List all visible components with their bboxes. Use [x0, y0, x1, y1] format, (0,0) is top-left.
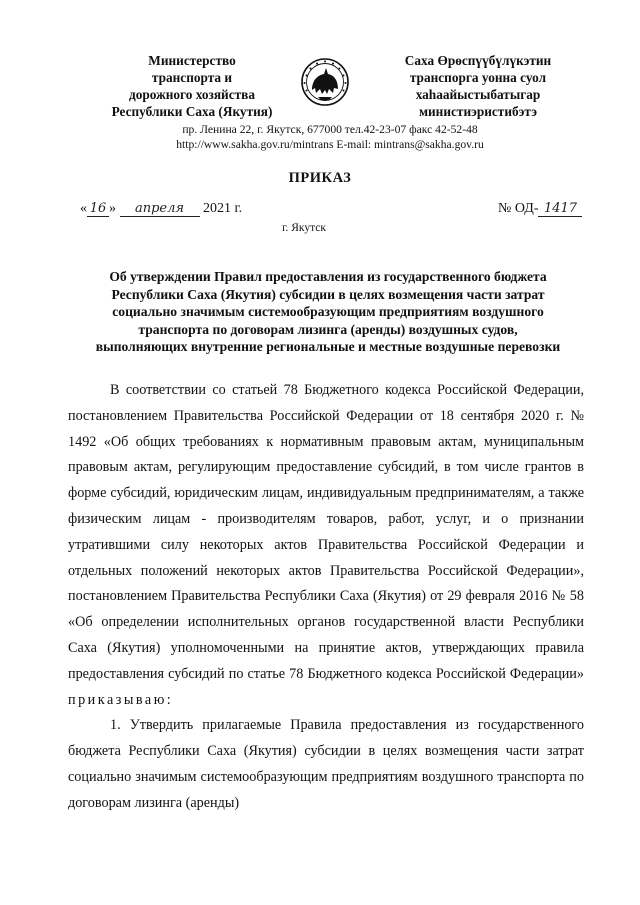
order-word: приказываю:: [68, 691, 174, 708]
date-year: 2021 г.: [203, 201, 243, 216]
date-month: апреля: [120, 201, 200, 217]
title-line: социально значимым системообразующим предприятиям воздушного: [112, 304, 544, 320]
web-email-line: http://www.sakha.gov.ru/mintrans E-mail: mintrans@sakha.gov.ru: [176, 138, 484, 151]
ministry-line: транспорта и: [151, 70, 233, 85]
ministry-name-sakha: [374, 52, 582, 120]
date-day: 16: [87, 201, 109, 217]
city: г. Якутск: [282, 222, 326, 234]
date-close-quote: »: [109, 201, 116, 216]
ministry-line: Саха Өрөспүүбүлүкэтин: [404, 53, 552, 68]
title-line: Республики Саха (Якутия) субсидии в целях возмещения части затрат: [111, 286, 545, 302]
number-prefix: № ОД-: [498, 201, 539, 216]
sakha-republic-emblem-icon: [300, 57, 350, 107]
document-number: [498, 201, 582, 217]
ministry-line: Министерство: [148, 53, 236, 68]
address-line: пр. Ленина 22, г. Якутск, 677000 тел.42-23-07 факс 42-52-48: [182, 123, 478, 136]
title-line: транспорта по договорам лизинга (аренды) воздушных судов,: [138, 321, 518, 337]
ministry-line: Республики Саха (Якутия): [111, 104, 273, 119]
order-title: [60, 268, 596, 356]
title-line: Об утверждении Правил предоставления из государственного бюджета: [109, 269, 547, 284]
order-body: [68, 378, 584, 817]
number-value: 1417: [538, 201, 582, 217]
item-1-paragraph: 1. Утвердить прилагаемые Правила предоставления из государственного бюджета Республики Саха (Якутия) субсидии в целях возмещения части затрат социально значимым системообразующим предприятиям воздушного транспорта по договорам лизинга (аренды): [68, 717, 584, 811]
ministry-name-russian: [88, 52, 296, 120]
ministry-line: транспорга уонна суол: [409, 70, 547, 85]
preamble-paragraph: [68, 378, 584, 713]
document-date: [80, 201, 242, 217]
ministry-line: хаһаайыстыбатыгар: [415, 87, 541, 102]
contacts-block: [100, 122, 560, 152]
document-type: ПРИКАЗ: [288, 170, 352, 186]
title-line: выполняющих внутренние региональные и местные воздушные перевозки: [95, 339, 561, 355]
ministry-line: дорожного хозяйства: [129, 87, 255, 102]
date-open-quote: «: [80, 201, 87, 216]
ministry-line: министиэристибэтэ: [418, 104, 538, 119]
preamble-text: В соответствии со статьей 78 Бюджетного кодекса Российской Федерации, постановлением Правительства Российской Федерации от 18 сентября 2020 г. № 1492 «Об общих требованиях к нормативным правовым актам, муниципальным правовым актам, регулирующим предоставление субсидий, в том числе грантов в форме субсидий, юридическим лицам, индивидуальным предпринимателям, а также физическим лицам - производителям товаров, работ, услуг, и о признании утратившими силу некоторых актов Правительства Российской Федерации и отдельных положений некоторых актов Правительства Российской Федерации», постановлением Правительства Республики Саха (Якутия) от 29 февраля 2016 № 58 «Об определении исполнительных органов государственной власти Республики Саха (Якутия) уполномоченными на принятие актов, утверждающих правила предоставления субсидий по статье 78 Бюджетного кодекса Российской Федерации»: [68, 382, 584, 682]
